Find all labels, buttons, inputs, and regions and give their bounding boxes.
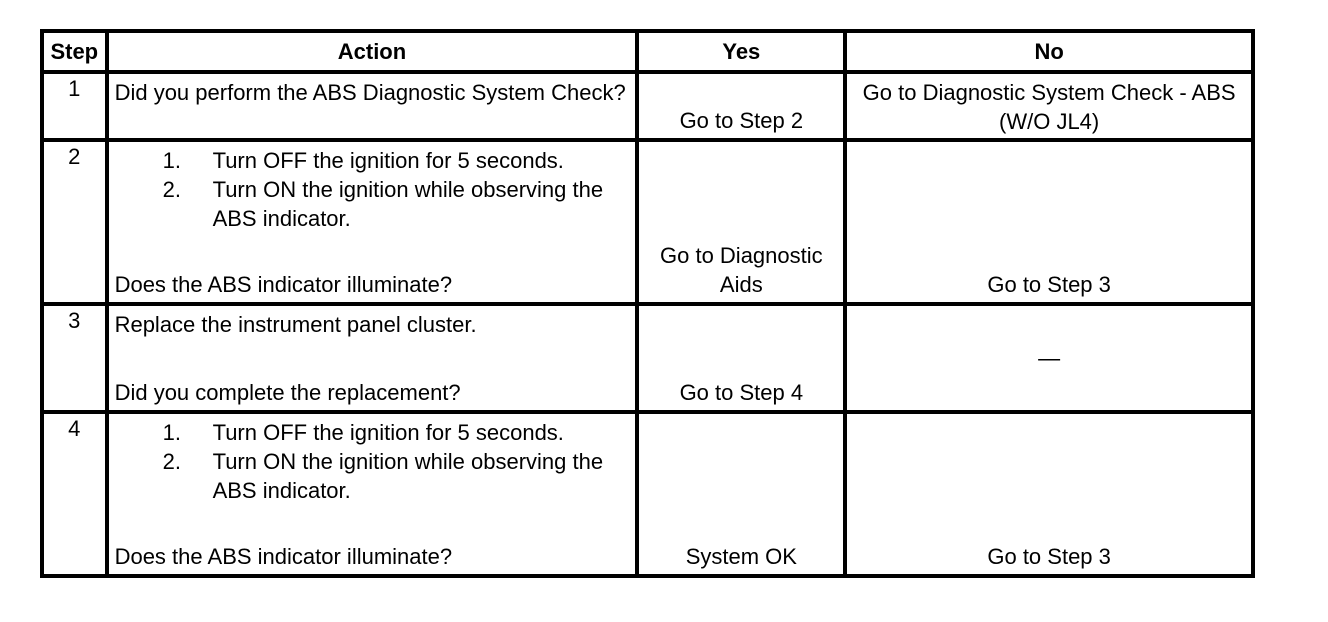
header-yes: Yes <box>637 31 845 72</box>
list-item <box>115 418 630 447</box>
list-item <box>115 146 630 175</box>
action-question: Does the ABS indicator illuminate? <box>114 544 453 569</box>
table-row <box>42 72 1253 140</box>
step-number: 4 <box>42 412 107 576</box>
list-item <box>115 175 630 233</box>
header-no: No <box>845 31 1253 72</box>
action-question: Does the ABS indicator illuminate? <box>114 272 453 297</box>
substep-number: 2. <box>162 449 181 474</box>
substep-list <box>115 418 630 505</box>
no-result: — <box>1038 345 1061 371</box>
substep-text: Turn ON the ignition while observing the ABS indicator. <box>212 177 604 231</box>
yes-cell <box>637 72 845 140</box>
substep-text: Turn ON the ignition while observing the ABS indicator. <box>212 449 604 503</box>
step-number: 1 <box>42 72 107 140</box>
yes-cell <box>637 412 845 576</box>
no-cell <box>845 140 1253 304</box>
table-row <box>42 140 1253 304</box>
action-text: Did you perform the ABS Diagnostic System Check? <box>114 80 626 105</box>
no-result: Go to Diagnostic System Check - ABS (W/O JL4) <box>862 80 1236 134</box>
action-cell <box>107 304 638 412</box>
yes-result: Go to Step 4 <box>679 380 804 405</box>
header-row <box>42 31 1253 72</box>
action-question: Did you complete the replacement? <box>114 380 461 405</box>
substep-text: Turn OFF the ignition for 5 seconds. <box>212 420 564 445</box>
substep-number: 1. <box>162 148 181 173</box>
yes-cell <box>637 304 845 412</box>
action-cell <box>107 72 638 140</box>
diagnostic-table <box>40 29 1255 578</box>
action-cell <box>107 140 638 304</box>
substep-number: 2. <box>162 177 181 202</box>
yes-result: System OK <box>685 544 797 569</box>
action-text: Replace the instrument panel cluster. <box>114 312 477 337</box>
step-number: 2 <box>42 140 107 304</box>
no-result: Go to Step 3 <box>987 544 1111 569</box>
substep-list <box>115 146 630 233</box>
yes-result: Go to Step 2 <box>679 108 804 133</box>
substep-number: 1. <box>162 420 181 445</box>
yes-cell <box>637 140 845 304</box>
yes-result: Go to Diagnostic Aids <box>660 243 823 297</box>
action-cell <box>107 412 638 576</box>
header-step: Step <box>42 31 107 72</box>
no-result: Go to Step 3 <box>987 272 1111 297</box>
no-cell <box>845 304 1253 412</box>
header-action: Action <box>107 31 638 72</box>
substep-text: Turn OFF the ignition for 5 seconds. <box>212 148 564 173</box>
list-item <box>115 447 630 505</box>
table-row <box>42 412 1253 576</box>
table-row <box>42 304 1253 412</box>
step-number: 3 <box>42 304 107 412</box>
no-cell <box>845 72 1253 140</box>
no-cell <box>845 412 1253 576</box>
